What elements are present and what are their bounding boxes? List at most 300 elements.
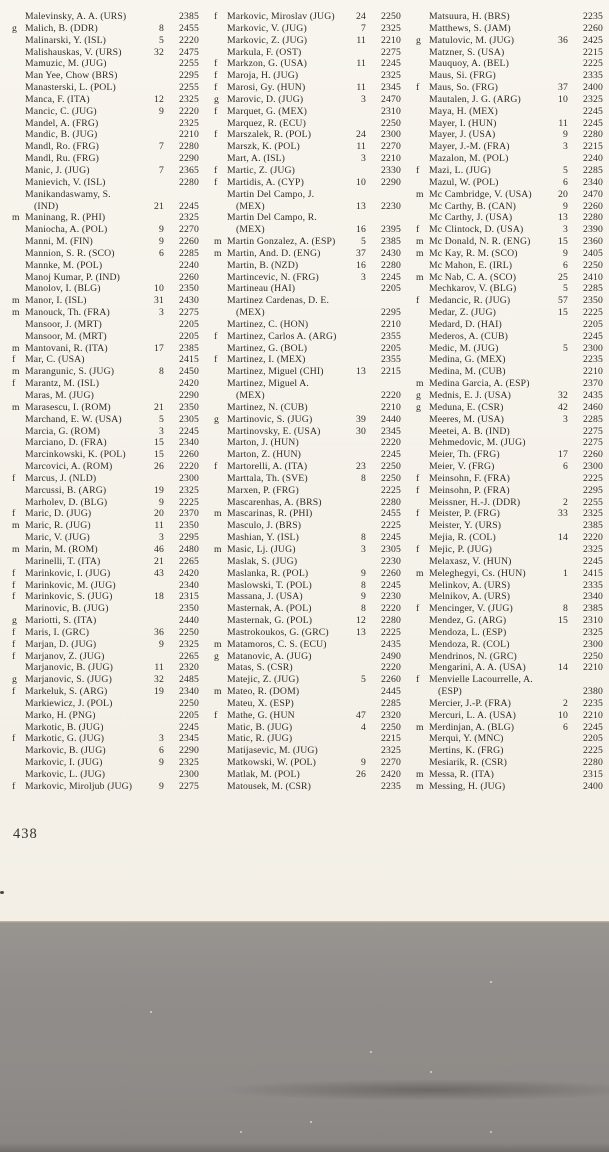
rating-entry xyxy=(212,615,401,627)
rating-value: 2300 xyxy=(179,769,199,780)
player-name: Manievich, V. (ISL) xyxy=(25,176,106,188)
games-count: 19 xyxy=(154,484,164,496)
player-name: Matic, R. (JUG) xyxy=(227,733,293,745)
player-name: Mautalen, J. G. (ARG) xyxy=(429,93,521,105)
title-letter: f xyxy=(416,484,420,496)
rating-value: 2300 xyxy=(583,461,603,473)
rating-entry xyxy=(10,272,199,284)
rating-entry xyxy=(10,82,199,94)
title-letter: f xyxy=(12,472,16,484)
rating-entry xyxy=(212,698,401,710)
games-count: 10 xyxy=(558,93,568,105)
rating-value: 2220 xyxy=(179,461,199,473)
rating-value: 2260 xyxy=(179,449,199,461)
rating-entry xyxy=(212,118,401,130)
title-letter: f xyxy=(12,591,16,603)
games-count: 32 xyxy=(154,674,164,686)
title-letter: m xyxy=(12,342,20,354)
games-count: 3 xyxy=(159,425,164,437)
rating-entry xyxy=(212,580,401,592)
rating-entry xyxy=(10,568,199,580)
rating-value: 2245 xyxy=(381,532,401,544)
rating-value: 2220 xyxy=(381,662,401,674)
rating-value: 2280 xyxy=(583,212,603,224)
player-name: Mansoor, M. (MRT) xyxy=(25,330,107,342)
rating-entry xyxy=(414,615,603,627)
rating-entry xyxy=(414,177,603,189)
player-name: Mazalon, M. (POL) xyxy=(429,153,509,165)
player-name: Mechkarov, V. (BLG) xyxy=(429,283,517,295)
rating-entry xyxy=(212,627,401,639)
rating-entry xyxy=(414,201,603,213)
title-letter: f xyxy=(416,508,420,520)
player-name: Meier, Th. (FRG) xyxy=(429,449,500,461)
title-letter: f xyxy=(214,461,218,473)
player-name: Massana, J. (USA) xyxy=(227,591,303,603)
rating-value: 2370 xyxy=(583,378,603,390)
rating-entry xyxy=(212,722,401,734)
games-count: 9 xyxy=(159,638,164,650)
player-name: Maya, H. (MEX) xyxy=(429,105,498,117)
rating-entry xyxy=(414,343,603,355)
rating-value: 2385 xyxy=(583,520,603,532)
rating-entry xyxy=(10,485,199,497)
rating-value: 2325 xyxy=(179,757,199,769)
player-name: Marton, J. (HUN) xyxy=(227,437,299,449)
games-count: 9 xyxy=(563,200,568,212)
player-name: Marin, M. (ROM) xyxy=(25,543,98,555)
rating-entry xyxy=(10,639,199,651)
rating-entry xyxy=(414,402,603,414)
rating-entry xyxy=(10,260,199,272)
rating-value: 2325 xyxy=(179,117,199,129)
player-name: Manolov, I. (BLG) xyxy=(25,283,101,295)
rating-value: 2210 xyxy=(583,366,603,378)
rating-value: 2335 xyxy=(583,70,603,82)
player-name: Meleghegyi, Cs. (HUN) xyxy=(429,567,526,579)
player-name: Maslanka, R. (POL) xyxy=(227,567,309,579)
player-name: Matamoros, C. S. (ECU) xyxy=(227,638,327,650)
title-letter: f xyxy=(416,603,420,615)
player-name: (ESP) xyxy=(438,686,462,698)
player-name: Maric, R. (JUG) xyxy=(25,520,91,532)
title-letter: f xyxy=(214,164,218,176)
player-name: Mencinger, V. (JUG) xyxy=(429,603,513,615)
rating-entry xyxy=(414,591,603,603)
rating-entry xyxy=(414,449,603,461)
rating-entry xyxy=(212,710,401,722)
player-name: Maris, I. (GRC) xyxy=(25,626,90,638)
player-name: Manikandaswamy, S. xyxy=(25,188,111,200)
rating-value: 2260 xyxy=(381,567,401,579)
rating-entry xyxy=(10,35,199,47)
rating-entry xyxy=(10,461,199,473)
player-name: Matousek, M. (CSR) xyxy=(227,780,311,792)
rating-value: 2230 xyxy=(381,591,401,603)
games-count: 37 xyxy=(356,247,366,259)
player-name: Marjanov, Z. (JUG) xyxy=(25,650,105,662)
rating-entry xyxy=(10,94,199,106)
player-name: Mendrinos, N. (GRC) xyxy=(429,650,517,662)
title-letter: f xyxy=(214,105,218,117)
games-count: 32 xyxy=(558,390,568,401)
games-count: 2 xyxy=(563,496,568,508)
rating-value: 2210 xyxy=(381,318,401,330)
rating-value: 2260 xyxy=(381,674,401,686)
player-name: Mathe, G. (HUN xyxy=(227,709,295,721)
games-count: 8 xyxy=(563,603,568,615)
player-name: Martinez, C. (HON) xyxy=(227,318,309,330)
title-letter: m xyxy=(12,295,20,307)
player-name: Marquez, R. (ECU) xyxy=(227,117,306,129)
rating-entry xyxy=(212,283,401,295)
games-count: 8 xyxy=(361,579,366,591)
player-name: Marovic, D. (JUG) xyxy=(227,93,304,105)
games-count: 9 xyxy=(159,105,164,117)
rating-entry xyxy=(414,414,603,426)
player-name: Marjanovic, B. (JUG) xyxy=(25,662,114,674)
title-letter: f xyxy=(214,354,218,366)
rating-entry xyxy=(212,94,401,106)
rating-value: 2450 xyxy=(179,366,199,378)
games-count: 11 xyxy=(154,520,164,532)
rating-value: 2325 xyxy=(583,543,603,555)
rating-entry xyxy=(414,674,603,686)
games-count: 3 xyxy=(159,307,164,319)
player-name: Mc Kay, R. M. (SCO) xyxy=(429,247,518,259)
title-letter: m xyxy=(214,638,222,650)
games-count: 9 xyxy=(159,496,164,508)
rating-value: 2245 xyxy=(179,200,199,212)
games-count: 5 xyxy=(159,413,164,425)
rating-value: 2205 xyxy=(583,733,603,745)
rating-entry xyxy=(212,520,401,532)
player-name: Mejia, R. (COL) xyxy=(429,532,496,544)
player-name: Martinovsky, E. (USA) xyxy=(227,425,321,437)
rating-entry xyxy=(10,449,199,461)
rating-value: 2330 xyxy=(381,164,401,176)
player-name: Meinsohn, F. (FRA) xyxy=(429,472,511,484)
games-count: 26 xyxy=(356,769,366,780)
rating-value: 2405 xyxy=(583,247,603,259)
player-name: Martin, And. D. (ENG) xyxy=(227,247,321,259)
rating-value: 2285 xyxy=(583,413,603,425)
rating-entry xyxy=(10,769,199,781)
rating-entry xyxy=(414,11,603,23)
player-name: Martinovic, S. (JUG) xyxy=(227,413,313,425)
player-name: Malich, B. (DDR) xyxy=(25,22,98,34)
rating-entry xyxy=(212,82,401,94)
rating-value: 2220 xyxy=(381,390,401,401)
player-name: Messing, H. (JUG) xyxy=(429,780,506,792)
player-name: Mc Clintock, D. (USA) xyxy=(429,224,524,236)
rating-entry xyxy=(212,260,401,272)
rating-value: 2295 xyxy=(381,307,401,319)
player-name: Matlak, M. (POL) xyxy=(227,769,300,780)
rating-entry xyxy=(212,651,401,663)
rating-entry xyxy=(414,331,603,343)
rating-value: 2350 xyxy=(179,520,199,532)
player-name: Meeres, M. (USA) xyxy=(429,413,505,425)
rating-value: 2420 xyxy=(381,769,401,780)
player-name: Matic, B. (JUG) xyxy=(227,721,293,733)
player-name: Maus, Si. (FRG) xyxy=(429,70,496,82)
rating-value: 2280 xyxy=(583,129,603,141)
rating-value: 2240 xyxy=(179,259,199,271)
games-count: 3 xyxy=(563,141,568,153)
player-name: Martic, Z. (JUG) xyxy=(227,164,296,176)
rating-value: 2280 xyxy=(381,259,401,271)
rating-entry xyxy=(212,236,401,248)
rating-value: 2205 xyxy=(179,709,199,721)
rating-value: 2460 xyxy=(583,401,603,413)
rating-entry xyxy=(212,414,401,426)
rating-value: 2280 xyxy=(179,176,199,188)
rating-entry xyxy=(10,319,199,331)
games-count: 11 xyxy=(356,34,366,46)
rating-value: 2300 xyxy=(583,342,603,354)
rating-value: 2215 xyxy=(381,733,401,745)
rating-entry xyxy=(212,248,401,260)
rating-entry xyxy=(10,153,199,165)
player-name: Mascarenhas, A. (BRS) xyxy=(227,496,322,508)
rating-value: 2250 xyxy=(381,721,401,733)
dust-specks xyxy=(150,1011,152,1013)
games-count: 6 xyxy=(563,721,568,733)
player-name: Mendoza, L. (ESP) xyxy=(429,626,507,638)
title-letter: f xyxy=(12,579,16,591)
rating-value: 2245 xyxy=(583,555,603,567)
rating-entry xyxy=(414,319,603,331)
rating-list-column-2 xyxy=(212,11,401,793)
scanner-shadow-streak xyxy=(213,1079,609,1101)
player-name: Markovic, B. (JUG) xyxy=(25,745,106,757)
player-name: Martin Gonzalez, A. (ESP) xyxy=(227,236,336,248)
rating-value: 2210 xyxy=(583,709,603,721)
title-letter: m xyxy=(12,543,20,555)
rating-value: 2225 xyxy=(381,484,401,496)
rating-entry xyxy=(414,189,603,201)
games-count: 3 xyxy=(361,271,366,283)
player-name: Merdinjan, A. (BLG) xyxy=(429,721,515,733)
rating-entry xyxy=(212,568,401,580)
rating-entry xyxy=(10,201,199,213)
rating-entry xyxy=(414,508,603,520)
rating-value: 2415 xyxy=(583,567,603,579)
title-letter: m xyxy=(12,212,20,224)
rating-entry xyxy=(212,733,401,745)
games-count: 43 xyxy=(154,567,164,579)
rating-value: 2325 xyxy=(179,212,199,224)
player-name: Markovic, L. (JUG) xyxy=(25,769,106,780)
rating-value: 2340 xyxy=(179,686,199,698)
player-name: Markula, F. (OST) xyxy=(227,46,302,58)
title-letter: f xyxy=(12,508,16,520)
title-letter: f xyxy=(12,650,16,662)
rating-entry xyxy=(414,710,603,722)
player-name: Markeluk, S. (ARG) xyxy=(25,686,108,698)
rating-entry xyxy=(10,733,199,745)
rating-value: 2475 xyxy=(179,46,199,58)
rating-entry xyxy=(414,366,603,378)
title-letter: g xyxy=(416,401,421,413)
games-count: 8 xyxy=(361,472,366,484)
rating-value: 2425 xyxy=(583,34,603,46)
rating-entry xyxy=(212,189,401,201)
rating-entry xyxy=(414,722,603,734)
player-name: Markovic, V. (JUG) xyxy=(227,22,307,34)
rating-value: 2325 xyxy=(179,93,199,105)
games-count: 13 xyxy=(558,212,568,224)
rating-entry xyxy=(212,11,401,23)
rating-value: 2220 xyxy=(179,105,199,117)
rating-entry xyxy=(212,544,401,556)
rating-entry xyxy=(10,508,199,520)
rating-entry xyxy=(212,319,401,331)
player-name: Merqui, Y. (MNC) xyxy=(429,733,504,745)
rating-value: 2205 xyxy=(583,318,603,330)
player-name: Mandl, Ro. (FRG) xyxy=(25,141,99,153)
rating-entry xyxy=(10,580,199,592)
player-name: Marcus, J. (NLD) xyxy=(25,472,97,484)
rating-entry xyxy=(414,236,603,248)
title-letter: m xyxy=(12,520,20,532)
player-name: Manoj Kumar, P. (IND) xyxy=(25,271,121,283)
rating-entry xyxy=(10,781,199,793)
player-name: Marinelli, T. (ITA) xyxy=(25,555,101,567)
player-name: Masternak, A. (POL) xyxy=(227,603,312,615)
rating-entry xyxy=(10,354,199,366)
rating-entry xyxy=(414,568,603,580)
games-count: 13 xyxy=(356,200,366,212)
rating-value: 2325 xyxy=(179,484,199,496)
rating-value: 2250 xyxy=(583,259,603,271)
rating-value: 2345 xyxy=(381,425,401,437)
player-name: Marttala, Th. (SVE) xyxy=(227,472,308,484)
player-name: Matijasevic, M. (JUG) xyxy=(227,745,318,757)
player-name: Mart, A. (ISL) xyxy=(227,153,286,165)
player-name: Manni, M. (FIN) xyxy=(25,236,93,248)
player-name: Matzner, S. (USA) xyxy=(429,46,505,58)
rating-entry xyxy=(10,402,199,414)
rating-entry xyxy=(212,485,401,497)
rating-value: 2385 xyxy=(381,236,401,248)
rating-value: 2260 xyxy=(179,271,199,283)
rating-entry xyxy=(212,129,401,141)
games-count: 10 xyxy=(154,283,164,295)
player-name: Martinez, Miguel A. xyxy=(227,378,309,390)
rating-entry xyxy=(10,106,199,118)
games-count: 15 xyxy=(558,307,568,319)
rating-entry xyxy=(414,129,603,141)
rating-value: 2295 xyxy=(179,532,199,544)
player-name: Meister, P. (FRG) xyxy=(429,508,501,520)
rating-value: 2290 xyxy=(179,745,199,757)
rating-value: 2245 xyxy=(583,105,603,117)
player-name: Mansoor, J. (MRT) xyxy=(25,318,102,330)
player-name: Matthews, S. (JAM) xyxy=(429,22,511,34)
games-count: 6 xyxy=(563,176,568,188)
games-count: 17 xyxy=(558,449,568,461)
rating-entry xyxy=(414,544,603,556)
player-name: Matulovic, M. (JUG) xyxy=(429,34,515,46)
rating-entry xyxy=(10,58,199,70)
games-count: 47 xyxy=(356,709,366,721)
games-count: 3 xyxy=(361,153,366,165)
rating-value: 2400 xyxy=(583,82,603,94)
games-count: 16 xyxy=(356,259,366,271)
player-name: Maus, So. (FRG) xyxy=(429,82,498,94)
rating-value: 2440 xyxy=(381,413,401,425)
rating-value: 2320 xyxy=(381,709,401,721)
player-name: Mc Carthy, J. (USA) xyxy=(429,212,513,224)
rating-value: 2235 xyxy=(583,697,603,709)
title-letter: m xyxy=(12,307,20,319)
rating-value: 2245 xyxy=(381,58,401,70)
rating-value: 2210 xyxy=(583,662,603,674)
title-letter: m xyxy=(416,780,424,792)
rating-value: 2225 xyxy=(583,58,603,70)
rating-value: 2355 xyxy=(381,330,401,342)
games-count: 5 xyxy=(159,34,164,46)
games-count: 3 xyxy=(361,93,366,105)
rating-value: 2245 xyxy=(179,425,199,437)
games-count: 15 xyxy=(558,236,568,248)
title-letter: m xyxy=(214,236,222,248)
rating-entry xyxy=(212,165,401,177)
player-name: Medard, D. (HAI) xyxy=(429,318,502,330)
rating-value: 2245 xyxy=(583,330,603,342)
player-name: Martineau (HAI) xyxy=(227,283,296,295)
title-letter: g xyxy=(214,93,219,105)
player-name: Meduna, E. (CSR) xyxy=(429,401,504,413)
player-name: Malinarski, Y. (ISL) xyxy=(25,34,107,46)
title-letter: m xyxy=(12,401,20,413)
rating-value: 2205 xyxy=(381,283,401,295)
player-name: Marjan, D. (JUG) xyxy=(25,638,97,650)
title-letter: m xyxy=(12,366,20,378)
rating-value: 2315 xyxy=(583,769,603,780)
rating-value: 2280 xyxy=(381,496,401,508)
rating-value: 2485 xyxy=(179,674,199,686)
rating-value: 2350 xyxy=(179,283,199,295)
page-number: 438 xyxy=(13,826,38,842)
player-name: Matas, S. (CSR) xyxy=(227,662,293,674)
rating-value: 2260 xyxy=(583,22,603,34)
games-count: 3 xyxy=(159,733,164,745)
rating-entry xyxy=(212,354,401,366)
rating-entry xyxy=(10,23,199,35)
rating-entry xyxy=(414,662,603,674)
rating-entry xyxy=(10,47,199,59)
player-name: Markotic, G. (JUG) xyxy=(25,733,105,745)
rating-value: 2225 xyxy=(583,745,603,757)
rating-entry xyxy=(212,390,401,402)
rating-value: 2355 xyxy=(381,354,401,366)
rating-value: 2325 xyxy=(583,93,603,105)
rating-entry xyxy=(414,272,603,284)
rating-entry xyxy=(414,651,603,663)
title-letter: g xyxy=(214,413,219,425)
rating-value: 2435 xyxy=(381,638,401,650)
rating-entry xyxy=(212,662,401,674)
player-name: Matanovic, A. (JUG) xyxy=(227,650,312,662)
player-name: Mateo, R. (DOM) xyxy=(227,686,300,698)
games-count: 24 xyxy=(356,129,366,141)
rating-value: 2210 xyxy=(381,401,401,413)
title-letter: g xyxy=(416,390,421,401)
rating-entry xyxy=(10,165,199,177)
